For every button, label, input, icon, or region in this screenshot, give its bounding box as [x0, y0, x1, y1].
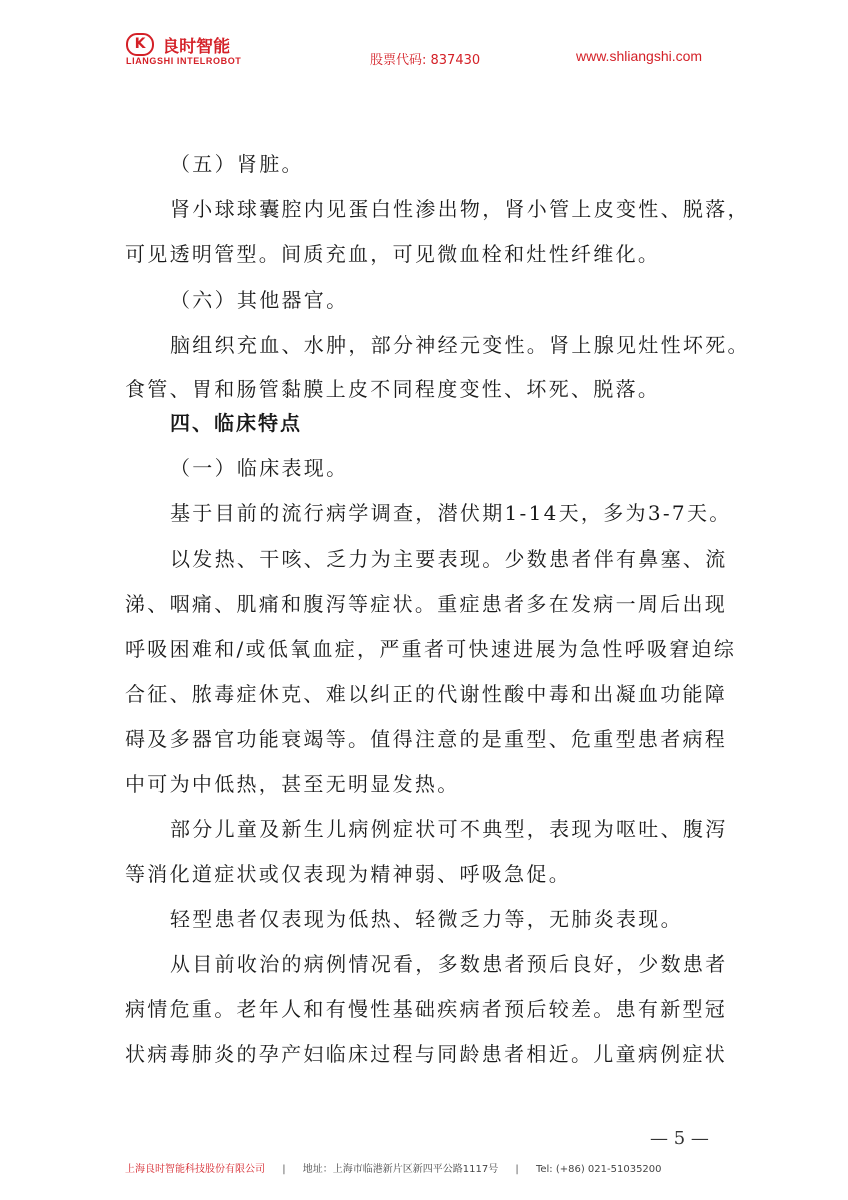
paragraph-line: 中可为中低热，甚至无明显发热。: [125, 772, 460, 796]
paragraph-line: 合征、脓毒症休克、难以纠正的代谢性酸中毒和出凝血功能障: [125, 682, 728, 706]
paragraph-line: 从目前收治的病例情况看，多数患者预后良好，少数患者: [170, 952, 728, 976]
paragraph-line: 等消化道症状或仅表现为精神弱、呼吸急促。: [125, 862, 571, 886]
footer-tel: Tel: (+86) 021-51035200: [535, 1164, 662, 1175]
paragraph-line: 基于目前的流行病学调查，潜伏期1-14天，多为3-7天。: [170, 501, 732, 525]
paragraph-line: 部分儿童及新生儿病例症状可不典型，表现为呕吐、腹泻: [170, 817, 728, 841]
logo-mark-icon: K: [126, 33, 154, 56]
paragraph-line: 状病毒肺炎的孕产妇临床过程与同龄患者相近。儿童病例症状: [125, 1042, 728, 1066]
logo-english-name: LIANGSHI INTELROBOT: [126, 56, 242, 66]
section-heading-manifestation: （一）临床表现。: [170, 456, 349, 480]
paragraph-line: 脑组织充血、水肿，部分神经元变性。肾上腺见灶性坏死。: [170, 333, 750, 357]
footer-company: 上海良时智能科技股份有限公司: [125, 1164, 265, 1175]
company-logo: [126, 32, 242, 66]
section-heading-other-organs: （六）其他器官。: [170, 288, 349, 312]
section-heading-kidney: （五）肾脏。: [170, 152, 304, 176]
footer-address: 地址：上海市临港新片区新四平公路1117号: [302, 1164, 499, 1175]
paragraph-line: 肾小球球囊腔内见蛋白性渗出物，肾小管上皮变性、脱落，: [170, 197, 750, 221]
page-number: — 5 —: [650, 1128, 709, 1149]
footer-separator: |: [515, 1164, 519, 1175]
logo-chinese-name: 良时智能: [162, 37, 231, 57]
paragraph-line: 病情危重。老年人和有慢性基础疾病者预后较差。患有新型冠: [125, 997, 728, 1021]
footer: [125, 1160, 662, 1175]
chapter-heading-clinical: 四、临床特点: [170, 411, 302, 435]
letterhead: [0, 30, 848, 70]
paragraph-line: 轻型患者仅表现为低热、轻微乏力等，无肺炎表现。: [170, 907, 683, 931]
paragraph-line: 碍及多器官功能衰竭等。值得注意的是重型、危重型患者病程: [125, 727, 728, 751]
paragraph-line: 食管、胃和肠管黏膜上皮不同程度变性、坏死、脱落。: [125, 377, 661, 401]
website-link[interactable]: www.shliangshi.com: [576, 48, 703, 64]
paragraph-line: 呼吸困难和/或低氧血症，严重者可快速进展为急性呼吸窘迫综: [125, 637, 737, 661]
paragraph-line: 可见透明管型。间质充血，可见微血栓和灶性纤维化。: [125, 242, 661, 266]
footer-separator: |: [282, 1164, 286, 1175]
stock-code: 股票代码: 837430: [370, 53, 481, 68]
paragraph-line: 涕、咽痛、肌痛和腹泻等症状。重症患者多在发病一周后出现: [125, 592, 728, 616]
paragraph-line: 以发热、干咳、乏力为主要表现。少数患者伴有鼻塞、流: [170, 547, 728, 571]
